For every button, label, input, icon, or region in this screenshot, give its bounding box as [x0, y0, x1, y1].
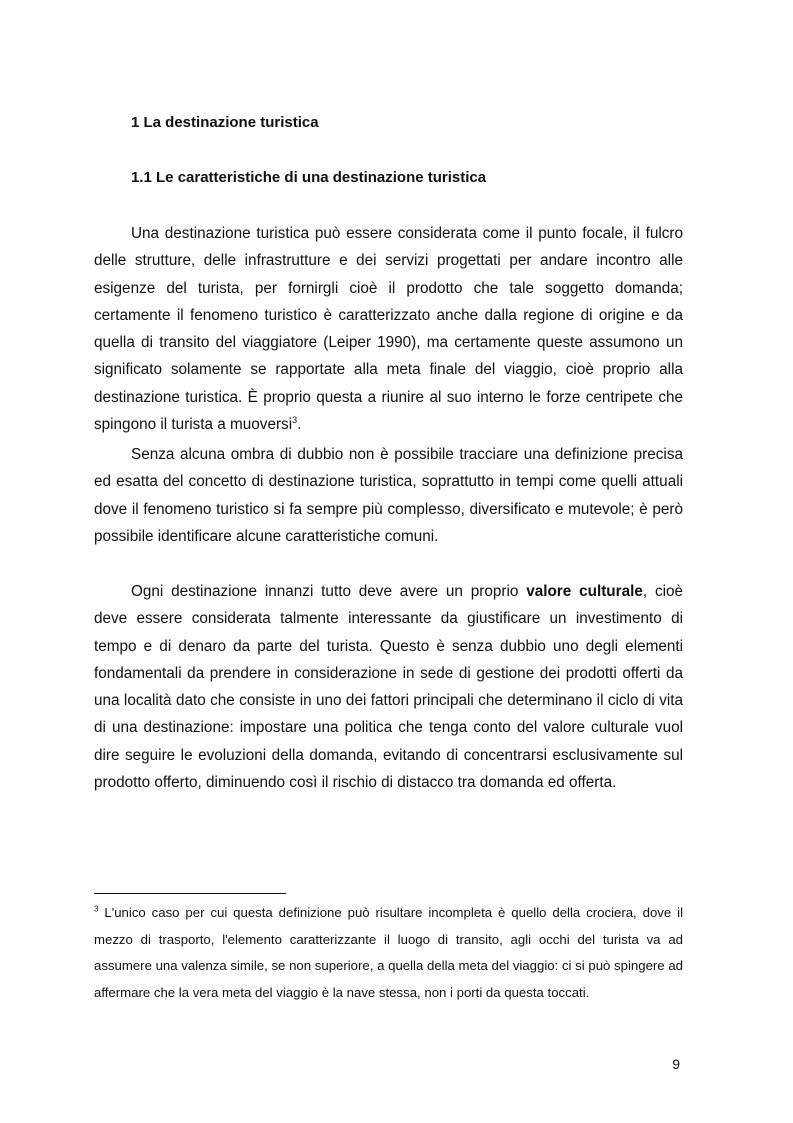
- footnote-divider: [94, 893, 286, 894]
- footnote-reference: 3: [292, 414, 298, 425]
- paragraph-3-text-start: Ogni destinazione innanzi tutto deve avere un proprio: [131, 583, 527, 600]
- paragraph-1-text: Una destinazione turistica può essere considerata come il punto focale, il fulcro delle strutture, delle infrastrutture e dei servizi progettati per andare incontro alle esigenze del turista, per fornirgli cioè il prodotto che tale soggetto domanda; certamente il fenomeno turistico è caratterizzato anche dalla regione di origine e da quella di transito del viaggiatore (Leiper 1990), ma certamente queste assumono un significato solamente se rapportate alla meta finale del viaggio, cioè proprio alla destinazione turistica. È proprio questa a riunire al suo interno le forze centripete che spingono il turista a muoversi: [94, 225, 683, 434]
- paragraph-2-text: Senza alcuna ombra di dubbio non è possibile tracciare una definizione precisa ed esatta del concetto di destinazione turistica, soprattutto in tempi come quelli attuali dove il fenomeno turistico si fa sempre più complesso, diversificato e mutevole; è però possibile identificare alcune caratteristiche comuni.: [94, 446, 683, 545]
- section-heading: 1.1 Le caratteristiche di una destinazione turistica: [131, 169, 487, 186]
- paragraph-2: [94, 441, 683, 550]
- paragraph-1-end: .: [297, 416, 302, 434]
- paragraph-3-bold-term: valore culturale: [526, 583, 643, 600]
- page-number: 9: [672, 1056, 680, 1072]
- paragraph-1: [94, 220, 683, 438]
- footnote: [94, 900, 683, 1006]
- footnote-text: L'unico caso per cui questa definizione può risultare incompleta è quello della crociera, dove il mezzo di trasporto, l'elemento caratterizzante il luogo di transito, agli occhi del turista va ad assumere una valenza simile, se non superiore, a quella della meta del viaggio: ci si può spingere ad affermare che la vera meta del viaggio è la nave stessa, non i porti da questa toccati.: [94, 905, 683, 1000]
- paragraph-3-text-end: , cioè deve essere considerata talmente interessante da giustificare un investimento di tempo e di denaro da parte del turista. Questo è senza dubbio uno degli elementi fondamentali da prendere in considerazione in sede di gestione dei prodotti offerti da una località dato che consiste in uno dei fattori principali che determinano il ciclo di vita di una destinazione: impostare una politica che tenga conto del valore culturale vuol dire seguire le evoluzioni della domanda, evitando di concentrarsi esclusivamente sul prodotto offerto, diminuendo così il rischio di distacco tra domanda ed offerta.: [94, 583, 684, 792]
- paragraph-3: [94, 578, 683, 796]
- footnote-number: 3: [94, 904, 99, 914]
- chapter-heading: 1 La destinazione turistica: [131, 114, 319, 131]
